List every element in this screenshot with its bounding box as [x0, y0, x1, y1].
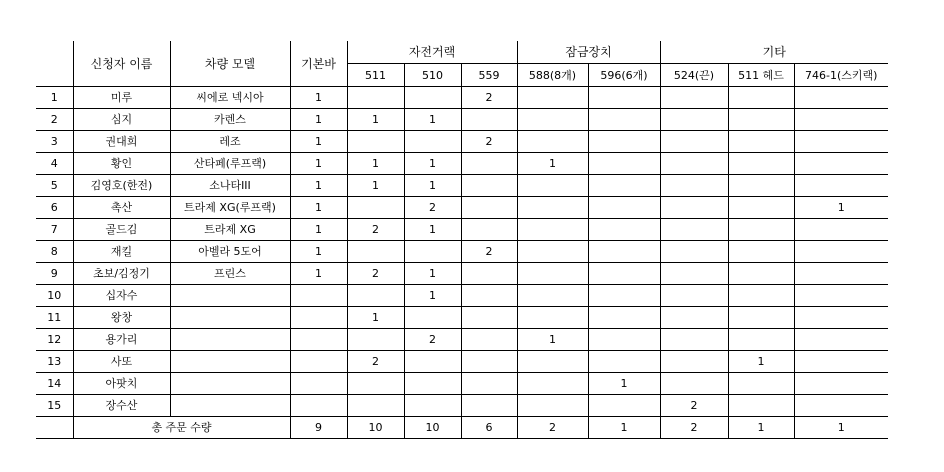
row-number: 12	[36, 329, 73, 351]
item-qty	[728, 263, 794, 285]
item-qty	[404, 241, 461, 263]
item-qty: 1	[404, 263, 461, 285]
base-bar-qty: 1	[290, 197, 347, 219]
applicant-name: 촉산	[73, 197, 170, 219]
item-qty	[588, 351, 660, 373]
item-qty: 1	[588, 373, 660, 395]
vehicle-model: 트라제 XG	[170, 219, 290, 241]
item-qty	[728, 241, 794, 263]
header-group-other: 기타	[660, 41, 888, 64]
item-qty: 2	[347, 263, 404, 285]
table-row	[36, 285, 888, 307]
base-bar-qty	[290, 373, 347, 395]
item-qty	[517, 87, 588, 109]
item-qty: 2	[347, 351, 404, 373]
item-qty	[461, 109, 517, 131]
item-qty	[517, 351, 588, 373]
item-qty	[461, 153, 517, 175]
vehicle-model	[170, 285, 290, 307]
item-qty	[347, 395, 404, 417]
vehicle-model	[170, 307, 290, 329]
header-group-lock: 잠금장치	[517, 41, 660, 64]
item-qty	[588, 109, 660, 131]
item-qty	[660, 263, 728, 285]
vehicle-model: 레조	[170, 131, 290, 153]
item-qty	[794, 351, 888, 373]
item-qty	[728, 87, 794, 109]
item-qty	[728, 329, 794, 351]
applicant-name: 초보/김정기	[73, 263, 170, 285]
item-qty	[517, 263, 588, 285]
item-qty	[728, 373, 794, 395]
item-qty: 1	[404, 175, 461, 197]
item-qty	[588, 285, 660, 307]
vehicle-model: 트라제 XG(루프랙)	[170, 197, 290, 219]
item-qty	[347, 241, 404, 263]
item-qty	[660, 153, 728, 175]
item-qty	[660, 219, 728, 241]
table-row	[36, 219, 888, 241]
item-qty	[404, 307, 461, 329]
item-qty	[404, 351, 461, 373]
base-bar-qty: 1	[290, 153, 347, 175]
item-qty	[794, 153, 888, 175]
row-number: 13	[36, 351, 73, 373]
total-row	[36, 417, 888, 439]
row-number: 4	[36, 153, 73, 175]
vehicle-model: 아벨라 5도어	[170, 241, 290, 263]
total-cell: 10	[347, 417, 404, 439]
vehicle-model: 프린스	[170, 263, 290, 285]
base-bar-qty	[290, 285, 347, 307]
item-qty: 1	[404, 109, 461, 131]
item-qty	[517, 131, 588, 153]
total-cell: 10	[404, 417, 461, 439]
item-qty	[461, 285, 517, 307]
item-qty	[660, 351, 728, 373]
applicant-name: 황인	[73, 153, 170, 175]
vehicle-model	[170, 329, 290, 351]
row-number: 1	[36, 87, 73, 109]
base-bar-qty	[290, 329, 347, 351]
item-qty	[347, 197, 404, 219]
item-qty	[794, 109, 888, 131]
item-qty	[461, 263, 517, 285]
item-qty	[588, 263, 660, 285]
vehicle-model	[170, 395, 290, 417]
applicant-name: 미루	[73, 87, 170, 109]
total-cell: 1	[794, 417, 888, 439]
item-qty	[517, 373, 588, 395]
item-qty: 2	[461, 87, 517, 109]
vehicle-model: 카렌스	[170, 109, 290, 131]
item-qty	[347, 87, 404, 109]
base-bar-qty: 1	[290, 109, 347, 131]
applicant-name: 재킬	[73, 241, 170, 263]
base-bar-qty: 1	[290, 87, 347, 109]
item-qty	[660, 241, 728, 263]
row-number: 15	[36, 395, 73, 417]
item-qty	[728, 307, 794, 329]
table-row	[36, 329, 888, 351]
applicant-name: 십자수	[73, 285, 170, 307]
item-qty: 2	[461, 131, 517, 153]
item-qty	[517, 307, 588, 329]
total-spacer	[36, 417, 73, 439]
item-qty: 2	[461, 241, 517, 263]
item-qty: 1	[404, 153, 461, 175]
vehicle-model: 소나타III	[170, 175, 290, 197]
row-number: 2	[36, 109, 73, 131]
table-row	[36, 395, 888, 417]
item-qty	[461, 395, 517, 417]
row-number: 5	[36, 175, 73, 197]
vehicle-model	[170, 373, 290, 395]
item-qty	[588, 175, 660, 197]
row-number: 8	[36, 241, 73, 263]
base-bar-qty: 1	[290, 175, 347, 197]
item-qty	[461, 219, 517, 241]
item-qty	[517, 175, 588, 197]
item-qty	[660, 131, 728, 153]
base-bar-qty: 1	[290, 241, 347, 263]
item-qty	[728, 395, 794, 417]
row-number: 9	[36, 263, 73, 285]
item-qty	[588, 153, 660, 175]
item-qty: 1	[517, 153, 588, 175]
item-qty	[728, 109, 794, 131]
item-qty	[660, 197, 728, 219]
item-qty	[728, 175, 794, 197]
header-sub: 559	[461, 64, 517, 87]
item-qty	[794, 263, 888, 285]
table-row	[36, 351, 888, 373]
item-qty	[728, 285, 794, 307]
item-qty	[794, 131, 888, 153]
item-qty	[404, 395, 461, 417]
applicant-name: 김영호(한전)	[73, 175, 170, 197]
header-sub: 746-1(스키랙)	[794, 64, 888, 87]
order-table	[36, 41, 888, 439]
row-number: 11	[36, 307, 73, 329]
header-sub: 524(끈)	[660, 64, 728, 87]
item-qty	[347, 329, 404, 351]
item-qty	[461, 175, 517, 197]
item-qty: 1	[347, 109, 404, 131]
vehicle-model: 산타페(루프랙)	[170, 153, 290, 175]
item-qty	[794, 285, 888, 307]
applicant-name: 장수산	[73, 395, 170, 417]
item-qty	[588, 197, 660, 219]
item-qty	[347, 373, 404, 395]
item-qty	[794, 395, 888, 417]
item-qty	[588, 219, 660, 241]
header-group-bike-rack: 자전거랙	[347, 41, 517, 64]
item-qty	[794, 219, 888, 241]
item-qty	[588, 131, 660, 153]
base-bar-qty: 1	[290, 263, 347, 285]
header-model: 차량 모델	[170, 41, 290, 87]
item-qty	[588, 395, 660, 417]
applicant-name: 아팟치	[73, 373, 170, 395]
item-qty	[728, 219, 794, 241]
item-qty	[794, 307, 888, 329]
applicant-name: 왕창	[73, 307, 170, 329]
item-qty	[461, 197, 517, 219]
item-qty	[347, 285, 404, 307]
item-qty	[660, 285, 728, 307]
item-qty: 2	[660, 395, 728, 417]
header-sub: 511	[347, 64, 404, 87]
item-qty	[588, 241, 660, 263]
header-no	[36, 41, 73, 87]
table-row	[36, 373, 888, 395]
item-qty	[404, 87, 461, 109]
row-number: 10	[36, 285, 73, 307]
item-qty: 1	[404, 219, 461, 241]
item-qty	[517, 395, 588, 417]
item-qty	[794, 87, 888, 109]
item-qty: 2	[404, 329, 461, 351]
item-qty	[660, 307, 728, 329]
base-bar-qty: 1	[290, 131, 347, 153]
item-qty	[794, 175, 888, 197]
item-qty	[517, 109, 588, 131]
total-label: 총 주문 수량	[73, 417, 290, 439]
table-row	[36, 197, 888, 219]
row-number: 7	[36, 219, 73, 241]
item-qty	[794, 241, 888, 263]
item-qty	[794, 373, 888, 395]
table-row	[36, 109, 888, 131]
item-qty: 1	[347, 307, 404, 329]
total-cell: 6	[461, 417, 517, 439]
vehicle-model	[170, 351, 290, 373]
item-qty	[517, 241, 588, 263]
item-qty: 1	[347, 175, 404, 197]
item-qty	[517, 219, 588, 241]
header-sub: 511 헤드	[728, 64, 794, 87]
item-qty	[347, 131, 404, 153]
item-qty	[660, 109, 728, 131]
row-number: 3	[36, 131, 73, 153]
header-base: 기본바	[290, 41, 347, 87]
item-qty	[728, 153, 794, 175]
table-row	[36, 175, 888, 197]
item-qty	[517, 197, 588, 219]
applicant-name: 용가리	[73, 329, 170, 351]
base-bar-qty	[290, 307, 347, 329]
item-qty	[588, 307, 660, 329]
base-bar-qty	[290, 395, 347, 417]
table-row	[36, 153, 888, 175]
item-qty: 1	[517, 329, 588, 351]
table-row	[36, 241, 888, 263]
item-qty	[794, 329, 888, 351]
total-cell: 2	[517, 417, 588, 439]
item-qty	[404, 131, 461, 153]
item-qty	[461, 329, 517, 351]
vehicle-model: 씨에로 넥시아	[170, 87, 290, 109]
header-sub: 588(8개)	[517, 64, 588, 87]
table-row	[36, 307, 888, 329]
item-qty	[461, 307, 517, 329]
total-base: 9	[290, 417, 347, 439]
total-cell: 1	[588, 417, 660, 439]
row-number: 6	[36, 197, 73, 219]
item-qty: 1	[728, 351, 794, 373]
item-qty: 2	[404, 197, 461, 219]
table-row	[36, 263, 888, 285]
item-qty	[728, 197, 794, 219]
header-sub: 596(6개)	[588, 64, 660, 87]
header-sub: 510	[404, 64, 461, 87]
base-bar-qty: 1	[290, 219, 347, 241]
item-qty	[517, 285, 588, 307]
table-row	[36, 131, 888, 153]
item-qty	[728, 131, 794, 153]
applicant-name: 권대희	[73, 131, 170, 153]
applicant-name: 심지	[73, 109, 170, 131]
item-qty	[588, 329, 660, 351]
applicant-name: 골드김	[73, 219, 170, 241]
total-cell: 2	[660, 417, 728, 439]
item-qty	[660, 329, 728, 351]
item-qty	[404, 373, 461, 395]
base-bar-qty	[290, 351, 347, 373]
item-qty	[660, 373, 728, 395]
item-qty: 1	[404, 285, 461, 307]
item-qty: 1	[347, 153, 404, 175]
row-number: 14	[36, 373, 73, 395]
item-qty: 2	[347, 219, 404, 241]
item-qty	[461, 373, 517, 395]
item-qty: 1	[794, 197, 888, 219]
item-qty	[588, 87, 660, 109]
item-qty	[660, 87, 728, 109]
total-cell: 1	[728, 417, 794, 439]
header-applicant: 신청자 이름	[73, 41, 170, 87]
item-qty	[461, 351, 517, 373]
applicant-name: 사또	[73, 351, 170, 373]
item-qty	[660, 175, 728, 197]
table-row	[36, 87, 888, 109]
